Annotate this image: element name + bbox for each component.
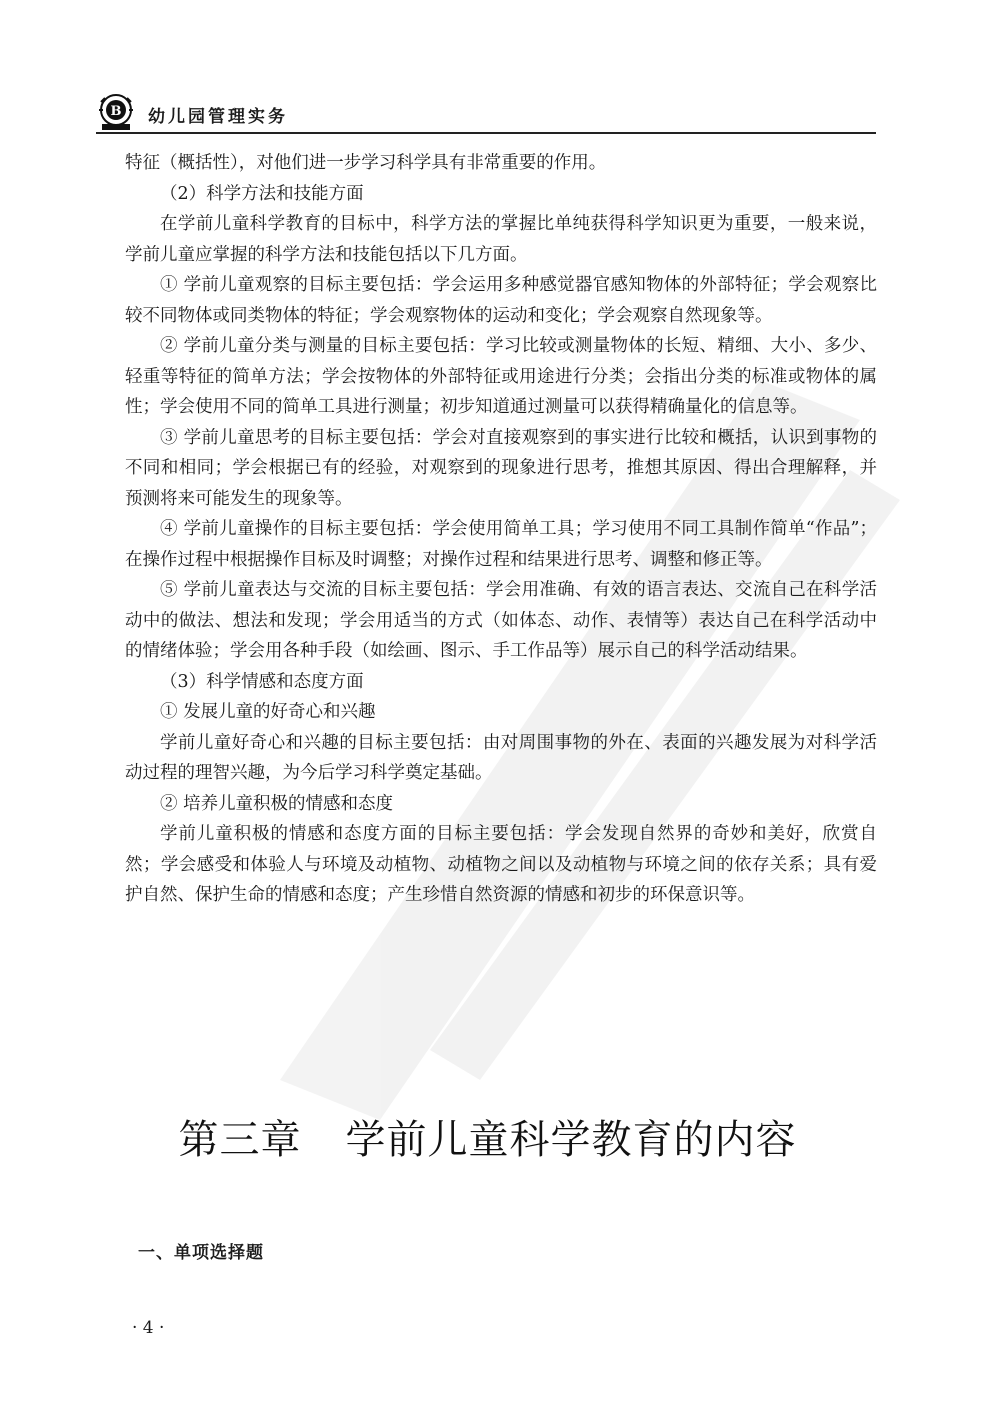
paragraph: 在学前儿童科学教育的目标中，科学方法的掌握比单纯获得科学知识更为重要，一般来说，学前儿童应掌握的科学方法和技能包括以下几方面。 bbox=[125, 214, 877, 265]
publisher-logo-icon bbox=[96, 92, 136, 132]
paragraph: ④ 学前儿童操作的目标主要包括：学会使用简单工具；学习使用不同工具制作简单“作品”；在操作过程中根据操作目标及时调整；对操作过程和结果进行思考、调整和修正等。 bbox=[125, 519, 877, 570]
paragraph: ② 学前儿童分类与测量的目标主要包括：学习比较或测量物体的长短、精细、大小、多少、轻重等特征的简单方法；学会按物体的外部特征或用途进行分类；会指出分类的标准或物体的属性；学会使用不同的简单工具进行测量；初步知道通过测量可以获得精确量化的信息等。 bbox=[125, 336, 877, 417]
paragraph: （3）科学情感和态度方面 bbox=[160, 671, 364, 692]
body-text bbox=[125, 148, 877, 911]
page-header bbox=[96, 92, 876, 132]
paragraph: ③ 学前儿童思考的目标主要包括：学会对直接观察到的事实进行比较和概括，认识到事物的不同和相同；学会根据已有的经验，对观察到的现象进行思考，推想其原因、得出合理解释，并预测将来可能发生的现象等。 bbox=[125, 427, 877, 509]
section-heading: 一、单项选择题 bbox=[138, 1243, 264, 1263]
paragraph: ⑤ 学前儿童表达与交流的目标主要包括：学会用准确、有效的语言表达、交流自己在科学活动中的做法、想法和发现；学会用适当的方式（如体态、动作、表情等）表达自己在科学活动中的情绪体验；学会用各种手段（如绘画、图示、手工作品等）展示自己的科学活动结果。 bbox=[125, 580, 877, 661]
running-header-title: 幼儿园管理实务 bbox=[148, 107, 288, 127]
paragraph: ② 培养儿童积极的情感和态度 bbox=[160, 793, 394, 814]
chapter-name: 学前儿童科学教育的内容 bbox=[345, 1117, 797, 1163]
paragraph: ① 学前儿童观察的目标主要包括：学会运用多种感觉器官感知物体的外部特征；学会观察比较不同物体或同类物体的特征；学会观察物体的运动和变化；学会观察自然现象等。 bbox=[125, 275, 877, 326]
chapter-number: 第三章 bbox=[178, 1117, 302, 1163]
paragraph: 特征（概括性），对他们进一步学习科学具有非常重要的作用。 bbox=[125, 153, 607, 173]
svg-text:B: B bbox=[110, 104, 122, 119]
paragraph: 学前儿童好奇心和兴趣的目标主要包括：由对周围事物的外在、表面的兴趣发展为对科学活动过程的理智兴趣，为今后学习科学奠定基础。 bbox=[125, 732, 877, 783]
page-number: · 4 · bbox=[132, 1318, 165, 1338]
chapter-title bbox=[0, 1108, 975, 1165]
paragraph: 学前儿童积极的情感和态度方面的目标主要包括：学会发现自然界的奇妙和美好，欣赏自然；学会感受和体验人与环境及动植物、动植物之间以及动植物与环境之间的依存关系；具有爱护自然、保护生命的情感和态度；产生珍惜自然资源的情感和初步的环保意识等。 bbox=[125, 824, 877, 905]
paragraph: ① 发展儿童的好奇心和兴趣 bbox=[160, 702, 376, 722]
paragraph: （2）科学方法和技能方面 bbox=[160, 183, 364, 204]
header-divider bbox=[96, 132, 876, 134]
